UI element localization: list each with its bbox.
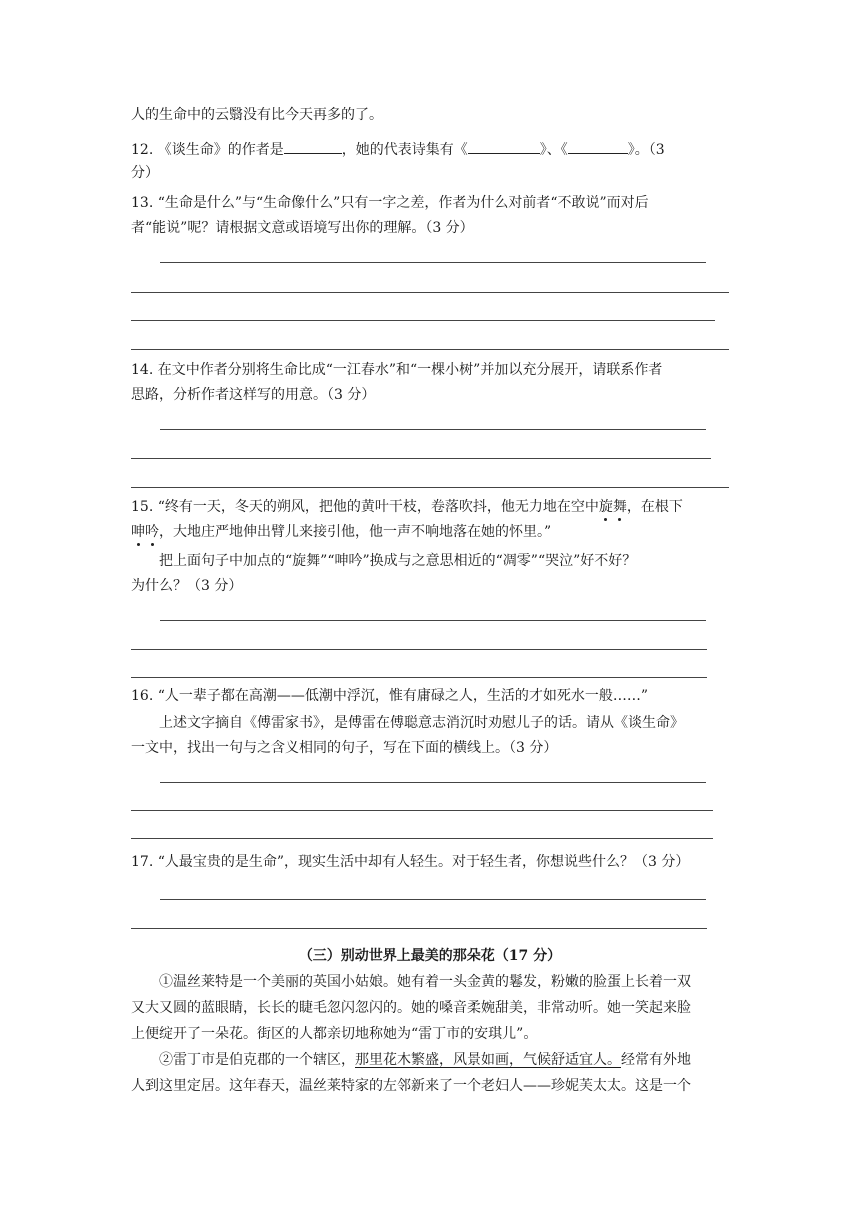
answer-line[interactable] [131,320,715,321]
dotted-char: 旋 [598,499,613,515]
answer-line[interactable] [131,649,707,650]
answer-line[interactable] [131,928,707,929]
question-16-line1: 16. “人一辈子都在高潮——低潮中浮沉，惟有庸碌之人，生活的才如死水一般……” [131,688,649,704]
dotted-char: 呻 [131,524,145,540]
question-15-line1: 15. “终有一天，冬天的朔风，把他的黄叶干枝，卷落吹抖，他无力地在空中旋舞，在根下 [131,499,683,515]
passage-p1-line2: 又大又圆的蓝眼睛，长长的睫毛忽闪忽闪的。她的嗓音柔婉甜美，非常动听。她一笑起来脸 [131,1000,691,1016]
question-13-line1: 13. “生命是什么”与“生命像什么”只有一字之差，作者为什么对前者“不敢说”而对后 [131,195,649,211]
question-17-line1: 17. “人最宝贵的是生命”，现实生活中却有人轻生。对于轻生者，你想说些什么？（3 分） [131,854,690,870]
question-14-line1: 14. 在文中作者分别将生命比成“一江春水”和“一棵小树”并加以充分展开，请联系作者 [131,362,663,378]
section-title: （三）别动世界上最美的那朵花（17 分） [298,948,562,964]
passage-p2-line1: ②雷丁市是伯克郡的一个辖区，那里花木繁盛，风景如画，气候舒适宜人。经常有外地 [159,1052,691,1068]
answer-line[interactable] [131,487,729,488]
answer-line[interactable] [131,458,711,459]
question-15-line3: 把上面句子中加点的“旋舞”“呻吟”换成与之意思相近的“凋零”“哭泣”好不好？ [159,553,637,569]
passage-p1-line3: 上便绽开了一朵花。街区的人都亲切地称她为“雷丁市的安琪儿”。 [131,1026,538,1042]
answer-line[interactable] [131,349,729,350]
answer-line[interactable] [160,782,706,783]
dotted-char: 吟 [145,524,159,540]
underlined-sentence: 那里花木繁盛，风景如画，气候舒适宜人。 [355,1052,621,1068]
blank-collection-1[interactable] [468,138,540,154]
answer-line[interactable] [131,838,713,839]
passage-p1-line1: ①温丝莱特是一个美丽的英国小姑娘。她有着一头金黄的鬈发，粉嫩的脸蛋上长着一双 [159,974,691,990]
question-14-line2: 思路，分析作者这样写的用意。（3 分） [131,387,376,403]
question-12-points: 分） [131,165,159,181]
question-16-line2: 上述文字摘自《傅雷家书》，是傅雷在傅聪意志消沉时劝慰儿子的话。请从《谈生命》 [159,715,684,731]
answer-line[interactable] [131,810,713,811]
dotted-char: 舞 [612,499,627,515]
blank-author[interactable] [284,138,342,154]
answer-line[interactable] [160,429,706,430]
answer-line[interactable] [160,262,706,263]
answer-line[interactable] [131,677,707,678]
blank-collection-2[interactable] [568,138,628,154]
question-16-line3: 一文中，找出一句与之含义相同的句子，写在下面的横线上。（3 分） [131,740,558,756]
question-12: 12. 《谈生命》的作者是 ，她的代表诗集有《 》、《 》。（3 [131,138,665,160]
question-13-line2: 者“能说”呢？请根据文意或语境写出你的理解。（3 分） [131,220,474,236]
passage-p2-line2: 人到这里定居。这年春天，温丝莱特家的左邻新来了一个老妇人——珍妮芙太太。这是一个 [131,1078,691,1094]
question-15-line2: 呻吟，大地庄严地伸出臂儿来接引他，他一声不响地落在她的怀里。” [131,524,552,540]
answer-line[interactable] [160,620,706,621]
question-15-line4: 为什么？（3 分） [131,578,243,594]
continued-text: 人的生命中的云翳没有比今天再多的了。 [131,107,383,123]
answer-line[interactable] [131,292,729,293]
answer-line[interactable] [160,899,706,900]
